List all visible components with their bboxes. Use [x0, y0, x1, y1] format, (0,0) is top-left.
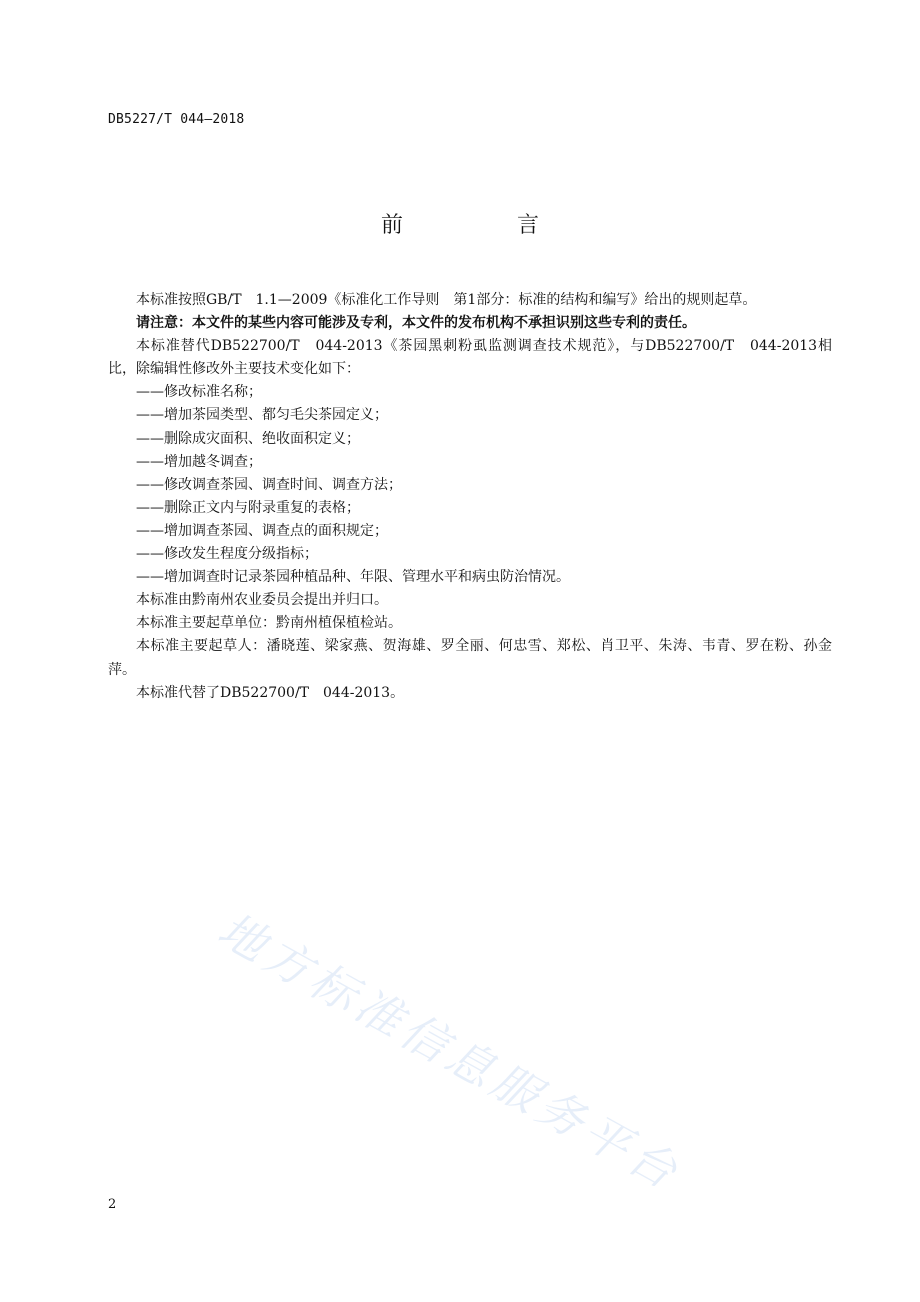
list-item-change: ——删除正文内与附录重复的表格；: [136, 499, 360, 516]
paragraph-patent-notice: 请注意：本文件的某些内容可能涉及专利，本文件的发布机构不承担识别这些专利的责任。: [136, 315, 696, 332]
list-item-change: ——增加调查时记录茶园种植品种、年限、管理水平和病虫防治情况。: [136, 569, 570, 586]
list-item-change: ——增加调查茶园、调查点的面积规定；: [136, 522, 388, 539]
watermark-text: 地方标准信息服务平台: [209, 902, 691, 1202]
paragraph-drafting-unit: 本标准主要起草单位：黔南州植保植检站。: [136, 615, 402, 632]
list-item-change: ——增加越冬调查；: [136, 453, 262, 470]
paragraph-replaces: 本标准代替了DB522700/T 044-2013。: [136, 684, 405, 701]
list-item-change: ——修改标准名称；: [136, 384, 262, 401]
paragraph-proposer: 本标准由黔南州农业委员会提出并归口。: [136, 592, 388, 609]
paragraph-drafting-rules: 本标准按照GB/T 1.1—2009《标准化工作导则 第1部分：标准的结构和编写》给出的规则起草。: [136, 292, 757, 308]
list-item-change: ——修改调查茶园、调查时间、调查方法；: [136, 476, 402, 493]
paragraph-drafters: 本标准主要起草人：潘晓莲、梁家燕、贺海雄、罗全丽、何忠雪、郑松、肖卫平、朱涛、韦青、罗在粉、孙金萍。: [108, 638, 832, 678]
page-number: 2: [108, 1197, 117, 1212]
foreword-body: [108, 289, 832, 705]
list-item-change: ——修改发生程度分级指标；: [136, 546, 318, 563]
list-item-change: ——删除成灾面积、绝收面积定义；: [136, 430, 360, 447]
document-code: DB5227/T 044—2018: [108, 112, 245, 127]
list-item-change: ——增加茶园类型、都匀毛尖茶园定义；: [136, 407, 388, 424]
page-title: 前 言: [380, 213, 585, 238]
paragraph-replacement: 本标准替代DB522700/T 044-2013《茶园黑刺粉虱监测调查技术规范》，与DB522700/T 044-2013相比，除编辑性修改外主要技术变化如下：: [108, 338, 832, 378]
